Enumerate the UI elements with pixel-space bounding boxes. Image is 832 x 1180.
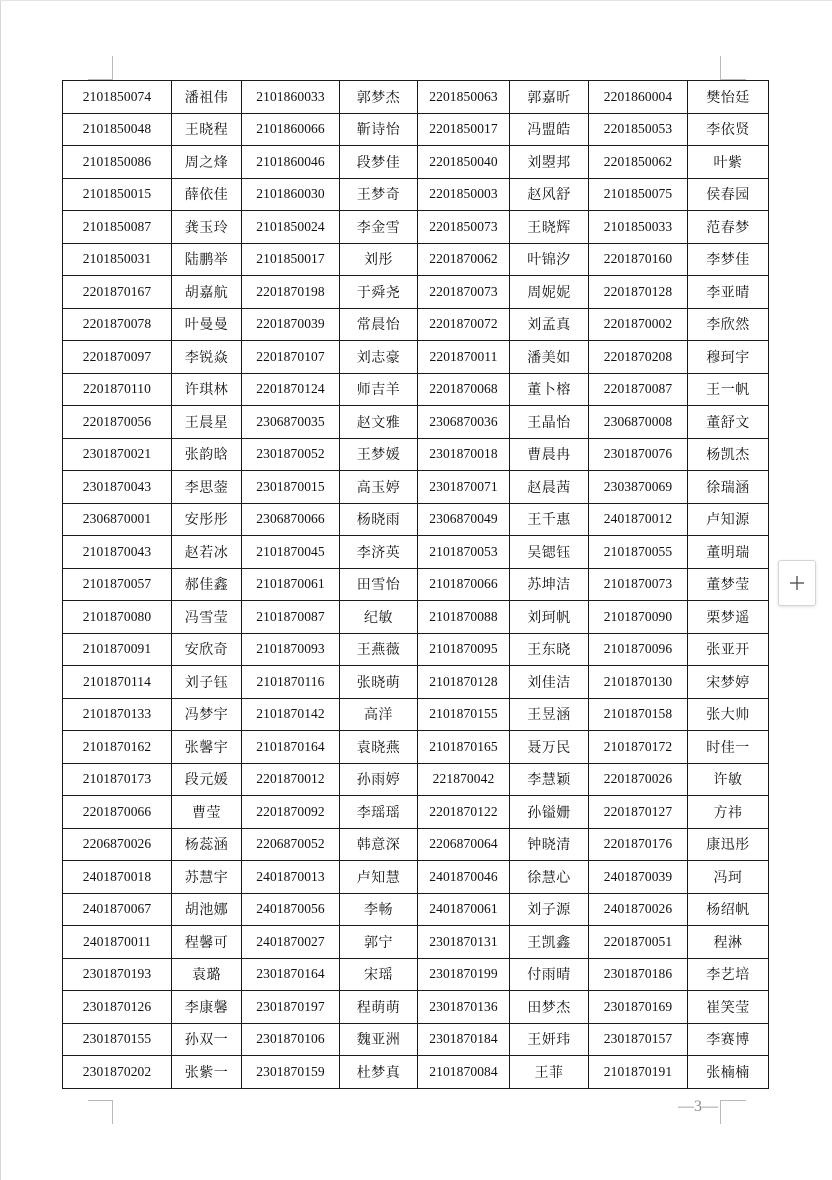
student-name-cell: 于舜尧 [340, 276, 418, 309]
student-name-cell: 宋梦婷 [688, 666, 769, 699]
student-id-cell: 2201870122 [418, 796, 510, 829]
student-id-cell: 2301870015 [242, 471, 340, 504]
student-name-cell: 王燕薇 [340, 633, 418, 666]
student-id-cell: 2101870142 [242, 698, 340, 731]
student-name-cell: 杜梦真 [340, 1056, 418, 1089]
student-name-cell: 陆鹏举 [172, 243, 242, 276]
student-name-cell: 刘子钰 [172, 666, 242, 699]
student-name-cell: 徐瑞涵 [688, 471, 769, 504]
student-name-cell: 胡池娜 [172, 893, 242, 926]
student-name-cell: 王千惠 [510, 503, 589, 536]
student-id-cell: 2306870001 [63, 503, 172, 536]
student-name-cell: 田梦杰 [510, 991, 589, 1024]
table-row [63, 438, 769, 471]
student-name-cell: 段梦佳 [340, 146, 418, 179]
student-name-cell: 李亚晴 [688, 276, 769, 309]
student-name-cell: 郭宁 [340, 926, 418, 959]
student-id-cell: 2101850086 [63, 146, 172, 179]
student-id-cell: 2201870012 [242, 763, 340, 796]
student-name-cell: 董梦莹 [688, 568, 769, 601]
table-row [63, 861, 769, 894]
student-name-cell: 田雪怡 [340, 568, 418, 601]
student-name-cell: 安欣奇 [172, 633, 242, 666]
crop-mark [112, 56, 113, 80]
student-name-cell: 王一帆 [688, 373, 769, 406]
student-id-cell: 2101870095 [418, 633, 510, 666]
student-name-cell: 李畅 [340, 893, 418, 926]
student-name-cell: 冯梦宇 [172, 698, 242, 731]
student-name-cell: 冯珂 [688, 861, 769, 894]
page-edge [0, 0, 1, 1180]
student-id-cell: 2201870110 [63, 373, 172, 406]
table-row [63, 731, 769, 764]
student-id-cell: 2101860033 [242, 81, 340, 114]
student-id-cell: 2201870124 [242, 373, 340, 406]
student-id-cell: 2206870064 [418, 828, 510, 861]
table-row [63, 503, 769, 536]
student-name-cell: 袁璐 [172, 958, 242, 991]
roster-body [63, 81, 769, 1089]
student-id-cell: 2101860066 [242, 113, 340, 146]
table-row [63, 796, 769, 829]
student-name-cell: 王梦奇 [340, 178, 418, 211]
student-id-cell: 2401870012 [589, 503, 688, 536]
student-id-cell: 2206870052 [242, 828, 340, 861]
student-name-cell: 叶锦汐 [510, 243, 589, 276]
student-name-cell: 周妮妮 [510, 276, 589, 309]
student-name-cell: 王梦媛 [340, 438, 418, 471]
student-name-cell: 方祎 [688, 796, 769, 829]
student-id-cell: 2201870160 [589, 243, 688, 276]
table-row [63, 276, 769, 309]
student-name-cell: 程馨可 [172, 926, 242, 959]
student-id-cell: 2301870186 [589, 958, 688, 991]
student-name-cell: 樊怡廷 [688, 81, 769, 114]
student-name-cell: 冯盟皓 [510, 113, 589, 146]
student-id-cell: 2201870198 [242, 276, 340, 309]
student-name-cell: 安彤彤 [172, 503, 242, 536]
crop-mark [88, 1100, 113, 1101]
student-id-cell: 2101860046 [242, 146, 340, 179]
student-id-cell: 2201850053 [589, 113, 688, 146]
student-id-cell: 2301870164 [242, 958, 340, 991]
student-id-cell: 2101870096 [589, 633, 688, 666]
student-id-cell: 2101870087 [242, 601, 340, 634]
student-name-cell: 李赛博 [688, 1023, 769, 1056]
table-row [63, 698, 769, 731]
student-name-cell: 段元媛 [172, 763, 242, 796]
student-name-cell: 潘祖伟 [172, 81, 242, 114]
student-id-cell: 2101870158 [589, 698, 688, 731]
student-id-cell: 2101870088 [418, 601, 510, 634]
student-name-cell: 钟晓清 [510, 828, 589, 861]
student-id-cell: 2101850031 [63, 243, 172, 276]
table-row [63, 211, 769, 244]
student-name-cell: 张韵晗 [172, 438, 242, 471]
student-id-cell: 2301870018 [418, 438, 510, 471]
student-id-cell: 2201870066 [63, 796, 172, 829]
student-id-cell: 2101870130 [589, 666, 688, 699]
student-id-cell: 2101870066 [418, 568, 510, 601]
student-id-cell: 2401870039 [589, 861, 688, 894]
student-id-cell: 2201870026 [589, 763, 688, 796]
student-id-cell: 2301870052 [242, 438, 340, 471]
student-id-cell: 2101870043 [63, 536, 172, 569]
student-id-cell: 2301870193 [63, 958, 172, 991]
student-id-cell: 2401870013 [242, 861, 340, 894]
table-row [63, 178, 769, 211]
student-id-cell: 2301870131 [418, 926, 510, 959]
student-name-cell: 王晓辉 [510, 211, 589, 244]
student-id-cell: 2301870184 [418, 1023, 510, 1056]
student-id-cell: 2401870046 [418, 861, 510, 894]
student-name-cell: 李康馨 [172, 991, 242, 1024]
student-name-cell: 王妍玮 [510, 1023, 589, 1056]
student-name-cell: 李思蓥 [172, 471, 242, 504]
student-id-cell: 2201850003 [418, 178, 510, 211]
student-id-cell: 2301870021 [63, 438, 172, 471]
student-name-cell: 李锐焱 [172, 341, 242, 374]
student-id-cell: 2401870056 [242, 893, 340, 926]
student-name-cell: 张楠楠 [688, 1056, 769, 1089]
student-id-cell: 2301870169 [589, 991, 688, 1024]
student-name-cell: 李欣然 [688, 308, 769, 341]
student-id-cell: 2201870056 [63, 406, 172, 439]
student-name-cell: 孙镒姗 [510, 796, 589, 829]
student-name-cell: 聂万民 [510, 731, 589, 764]
student-name-cell: 纪敏 [340, 601, 418, 634]
table-row [63, 113, 769, 146]
student-id-cell: 2101870090 [589, 601, 688, 634]
table-row [63, 991, 769, 1024]
student-name-cell: 杨绍帆 [688, 893, 769, 926]
student-name-cell: 卢知慧 [340, 861, 418, 894]
student-id-cell: 2101870128 [418, 666, 510, 699]
student-name-cell: 刘子源 [510, 893, 589, 926]
table-row [63, 146, 769, 179]
student-id-cell: 2101870061 [242, 568, 340, 601]
student-id-cell: 2101870091 [63, 633, 172, 666]
student-name-cell: 王凯鑫 [510, 926, 589, 959]
table-row [63, 341, 769, 374]
student-name-cell: 赵晨茜 [510, 471, 589, 504]
student-id-cell: 2301870197 [242, 991, 340, 1024]
student-name-cell: 叶紫 [688, 146, 769, 179]
table-row [63, 958, 769, 991]
student-name-cell: 时佳一 [688, 731, 769, 764]
student-name-cell: 曹晨冉 [510, 438, 589, 471]
student-name-cell: 刘佳洁 [510, 666, 589, 699]
plus-icon [789, 575, 805, 591]
student-name-cell: 苏慧宇 [172, 861, 242, 894]
student-name-cell: 孙雨婷 [340, 763, 418, 796]
student-id-cell: 2306870036 [418, 406, 510, 439]
student-name-cell: 刘彤 [340, 243, 418, 276]
student-name-cell: 穆珂宇 [688, 341, 769, 374]
student-id-cell: 2401870061 [418, 893, 510, 926]
student-id-cell: 2101870057 [63, 568, 172, 601]
student-id-cell: 2401870027 [242, 926, 340, 959]
student-id-cell: 2201870039 [242, 308, 340, 341]
student-id-cell: 2201870097 [63, 341, 172, 374]
student-name-cell: 董舒文 [688, 406, 769, 439]
crop-mark [720, 1100, 746, 1101]
student-name-cell: 王晶怡 [510, 406, 589, 439]
student-name-cell: 苏坤洁 [510, 568, 589, 601]
student-name-cell: 薛依佳 [172, 178, 242, 211]
student-name-cell: 杨蕊涵 [172, 828, 242, 861]
student-name-cell: 王东晓 [510, 633, 589, 666]
crop-mark [112, 1100, 113, 1124]
table-row [63, 471, 769, 504]
student-id-cell: 2301870199 [418, 958, 510, 991]
student-name-cell: 李艺培 [688, 958, 769, 991]
student-name-cell: 范春梦 [688, 211, 769, 244]
student-id-cell: 2201870073 [418, 276, 510, 309]
student-id-cell: 2301870076 [589, 438, 688, 471]
student-name-cell: 程萌萌 [340, 991, 418, 1024]
student-name-cell: 胡嘉航 [172, 276, 242, 309]
student-id-cell: 221870042 [418, 763, 510, 796]
student-id-cell: 2201870062 [418, 243, 510, 276]
student-id-cell: 2401870018 [63, 861, 172, 894]
student-id-cell: 2206870026 [63, 828, 172, 861]
student-name-cell: 卢知源 [688, 503, 769, 536]
student-name-cell: 许敏 [688, 763, 769, 796]
student-id-cell: 2101870080 [63, 601, 172, 634]
student-name-cell: 杨凯杰 [688, 438, 769, 471]
student-id-cell: 2201860004 [589, 81, 688, 114]
student-name-cell: 李瑶瑶 [340, 796, 418, 829]
student-id-cell: 2306870049 [418, 503, 510, 536]
student-name-cell: 魏亚洲 [340, 1023, 418, 1056]
student-id-cell: 2201870011 [418, 341, 510, 374]
student-id-cell: 2401870026 [589, 893, 688, 926]
student-name-cell: 李济英 [340, 536, 418, 569]
student-name-cell: 冯雪莹 [172, 601, 242, 634]
student-name-cell: 王晓程 [172, 113, 242, 146]
student-id-cell: 2101870045 [242, 536, 340, 569]
page-number: —3— [678, 1098, 718, 1115]
student-name-cell: 张亚开 [688, 633, 769, 666]
student-name-cell: 吴锶钰 [510, 536, 589, 569]
student-name-cell: 袁晓燕 [340, 731, 418, 764]
table-row [63, 926, 769, 959]
student-name-cell: 张大帅 [688, 698, 769, 731]
student-id-cell: 2101870133 [63, 698, 172, 731]
student-name-cell: 徐慧心 [510, 861, 589, 894]
student-name-cell: 刘孟真 [510, 308, 589, 341]
table-row [63, 373, 769, 406]
student-name-cell: 高洋 [340, 698, 418, 731]
student-id-cell: 2101850075 [589, 178, 688, 211]
student-id-cell: 2201870078 [63, 308, 172, 341]
student-name-cell: 郭梦杰 [340, 81, 418, 114]
table-row [63, 81, 769, 114]
student-id-cell: 2201870128 [589, 276, 688, 309]
student-id-cell: 2101850015 [63, 178, 172, 211]
student-id-cell: 2101870162 [63, 731, 172, 764]
student-id-cell: 2301870126 [63, 991, 172, 1024]
page-edge-top [0, 0, 832, 1]
student-id-cell: 2201870092 [242, 796, 340, 829]
student-name-cell: 韩意深 [340, 828, 418, 861]
student-name-cell: 高玉婷 [340, 471, 418, 504]
student-id-cell: 2306870008 [589, 406, 688, 439]
student-id-cell: 2101850033 [589, 211, 688, 244]
student-id-cell: 2101870191 [589, 1056, 688, 1089]
table-row [63, 536, 769, 569]
student-id-cell: 2201870002 [589, 308, 688, 341]
student-id-cell: 2101850074 [63, 81, 172, 114]
student-id-cell: 2101870114 [63, 666, 172, 699]
student-name-cell: 郝佳鑫 [172, 568, 242, 601]
student-name-cell: 刘曌邦 [510, 146, 589, 179]
student-name-cell: 赵风舒 [510, 178, 589, 211]
student-name-cell: 李慧颖 [510, 763, 589, 796]
student-id-cell: 2301870043 [63, 471, 172, 504]
student-id-cell: 2201870167 [63, 276, 172, 309]
student-name-cell: 王昱涵 [510, 698, 589, 731]
student-name-cell: 栗梦遥 [688, 601, 769, 634]
student-name-cell: 龚玉玲 [172, 211, 242, 244]
student-id-cell: 2306870035 [242, 406, 340, 439]
student-id-cell: 2101850024 [242, 211, 340, 244]
student-id-cell: 2101860030 [242, 178, 340, 211]
table-row [63, 1056, 769, 1089]
student-id-cell: 2101870116 [242, 666, 340, 699]
student-name-cell: 宋瑶 [340, 958, 418, 991]
student-id-cell: 2303870069 [589, 471, 688, 504]
student-name-cell: 王菲 [510, 1056, 589, 1089]
student-id-cell: 2101850087 [63, 211, 172, 244]
student-id-cell: 2201870127 [589, 796, 688, 829]
student-name-cell: 董明瑞 [688, 536, 769, 569]
student-name-cell: 张晓萌 [340, 666, 418, 699]
student-id-cell: 2201850073 [418, 211, 510, 244]
student-id-cell: 2101870155 [418, 698, 510, 731]
student-id-cell: 2101850017 [242, 243, 340, 276]
student-name-cell: 叶曼曼 [172, 308, 242, 341]
table-row [63, 828, 769, 861]
table-row [63, 601, 769, 634]
student-id-cell: 2401870067 [63, 893, 172, 926]
table-row [63, 308, 769, 341]
table-row [63, 763, 769, 796]
student-id-cell: 2306870066 [242, 503, 340, 536]
student-id-cell: 2101870173 [63, 763, 172, 796]
student-id-cell: 2201870208 [589, 341, 688, 374]
table-row [63, 568, 769, 601]
student-id-cell: 2201850062 [589, 146, 688, 179]
student-id-cell: 2201870072 [418, 308, 510, 341]
student-name-cell: 程淋 [688, 926, 769, 959]
student-name-cell: 付雨晴 [510, 958, 589, 991]
student-name-cell: 侯春园 [688, 178, 769, 211]
student-name-cell: 周之烽 [172, 146, 242, 179]
table-row [63, 633, 769, 666]
student-name-cell: 杨晓雨 [340, 503, 418, 536]
student-id-cell: 2301870159 [242, 1056, 340, 1089]
student-id-cell: 2201870051 [589, 926, 688, 959]
student-name-cell: 刘珂帆 [510, 601, 589, 634]
student-name-cell: 赵若冰 [172, 536, 242, 569]
student-name-cell: 常晨怡 [340, 308, 418, 341]
add-button[interactable] [778, 560, 816, 606]
student-name-cell: 王晨星 [172, 406, 242, 439]
crop-mark [720, 56, 721, 80]
table-row [63, 1023, 769, 1056]
student-id-cell: 2301870157 [589, 1023, 688, 1056]
student-id-cell: 2101870093 [242, 633, 340, 666]
student-name-cell: 李金雪 [340, 211, 418, 244]
student-id-cell: 2301870106 [242, 1023, 340, 1056]
table-row [63, 406, 769, 439]
student-id-cell: 2201870068 [418, 373, 510, 406]
student-name-cell: 师吉羊 [340, 373, 418, 406]
student-name-cell: 李依贤 [688, 113, 769, 146]
student-id-cell: 2101870084 [418, 1056, 510, 1089]
student-roster-table [62, 80, 769, 1089]
student-name-cell: 许琪林 [172, 373, 242, 406]
student-id-cell: 2301870155 [63, 1023, 172, 1056]
student-name-cell: 刘志豪 [340, 341, 418, 374]
student-id-cell: 2201870087 [589, 373, 688, 406]
student-id-cell: 2101870055 [589, 536, 688, 569]
student-name-cell: 曹莹 [172, 796, 242, 829]
student-id-cell: 2101870172 [589, 731, 688, 764]
student-id-cell: 2301870136 [418, 991, 510, 1024]
student-name-cell: 张紫一 [172, 1056, 242, 1089]
student-id-cell: 2101870073 [589, 568, 688, 601]
student-name-cell: 李梦佳 [688, 243, 769, 276]
student-name-cell: 崔笑莹 [688, 991, 769, 1024]
student-name-cell: 郭嘉昕 [510, 81, 589, 114]
student-id-cell: 2401870011 [63, 926, 172, 959]
student-id-cell: 2101870165 [418, 731, 510, 764]
student-name-cell: 靳诗怡 [340, 113, 418, 146]
student-id-cell: 2101850048 [63, 113, 172, 146]
student-id-cell: 2101870164 [242, 731, 340, 764]
table-row [63, 243, 769, 276]
student-id-cell: 2301870071 [418, 471, 510, 504]
student-id-cell: 2201870176 [589, 828, 688, 861]
student-id-cell: 2201850063 [418, 81, 510, 114]
student-name-cell: 赵文雅 [340, 406, 418, 439]
student-id-cell: 2201850017 [418, 113, 510, 146]
student-name-cell: 孙双一 [172, 1023, 242, 1056]
table-row [63, 666, 769, 699]
student-id-cell: 2201850040 [418, 146, 510, 179]
student-name-cell: 康迅彤 [688, 828, 769, 861]
student-name-cell: 张馨宇 [172, 731, 242, 764]
student-name-cell: 董卜榕 [510, 373, 589, 406]
student-name-cell: 潘美如 [510, 341, 589, 374]
table-row [63, 893, 769, 926]
student-id-cell: 2201870107 [242, 341, 340, 374]
student-id-cell: 2301870202 [63, 1056, 172, 1089]
student-id-cell: 2101870053 [418, 536, 510, 569]
